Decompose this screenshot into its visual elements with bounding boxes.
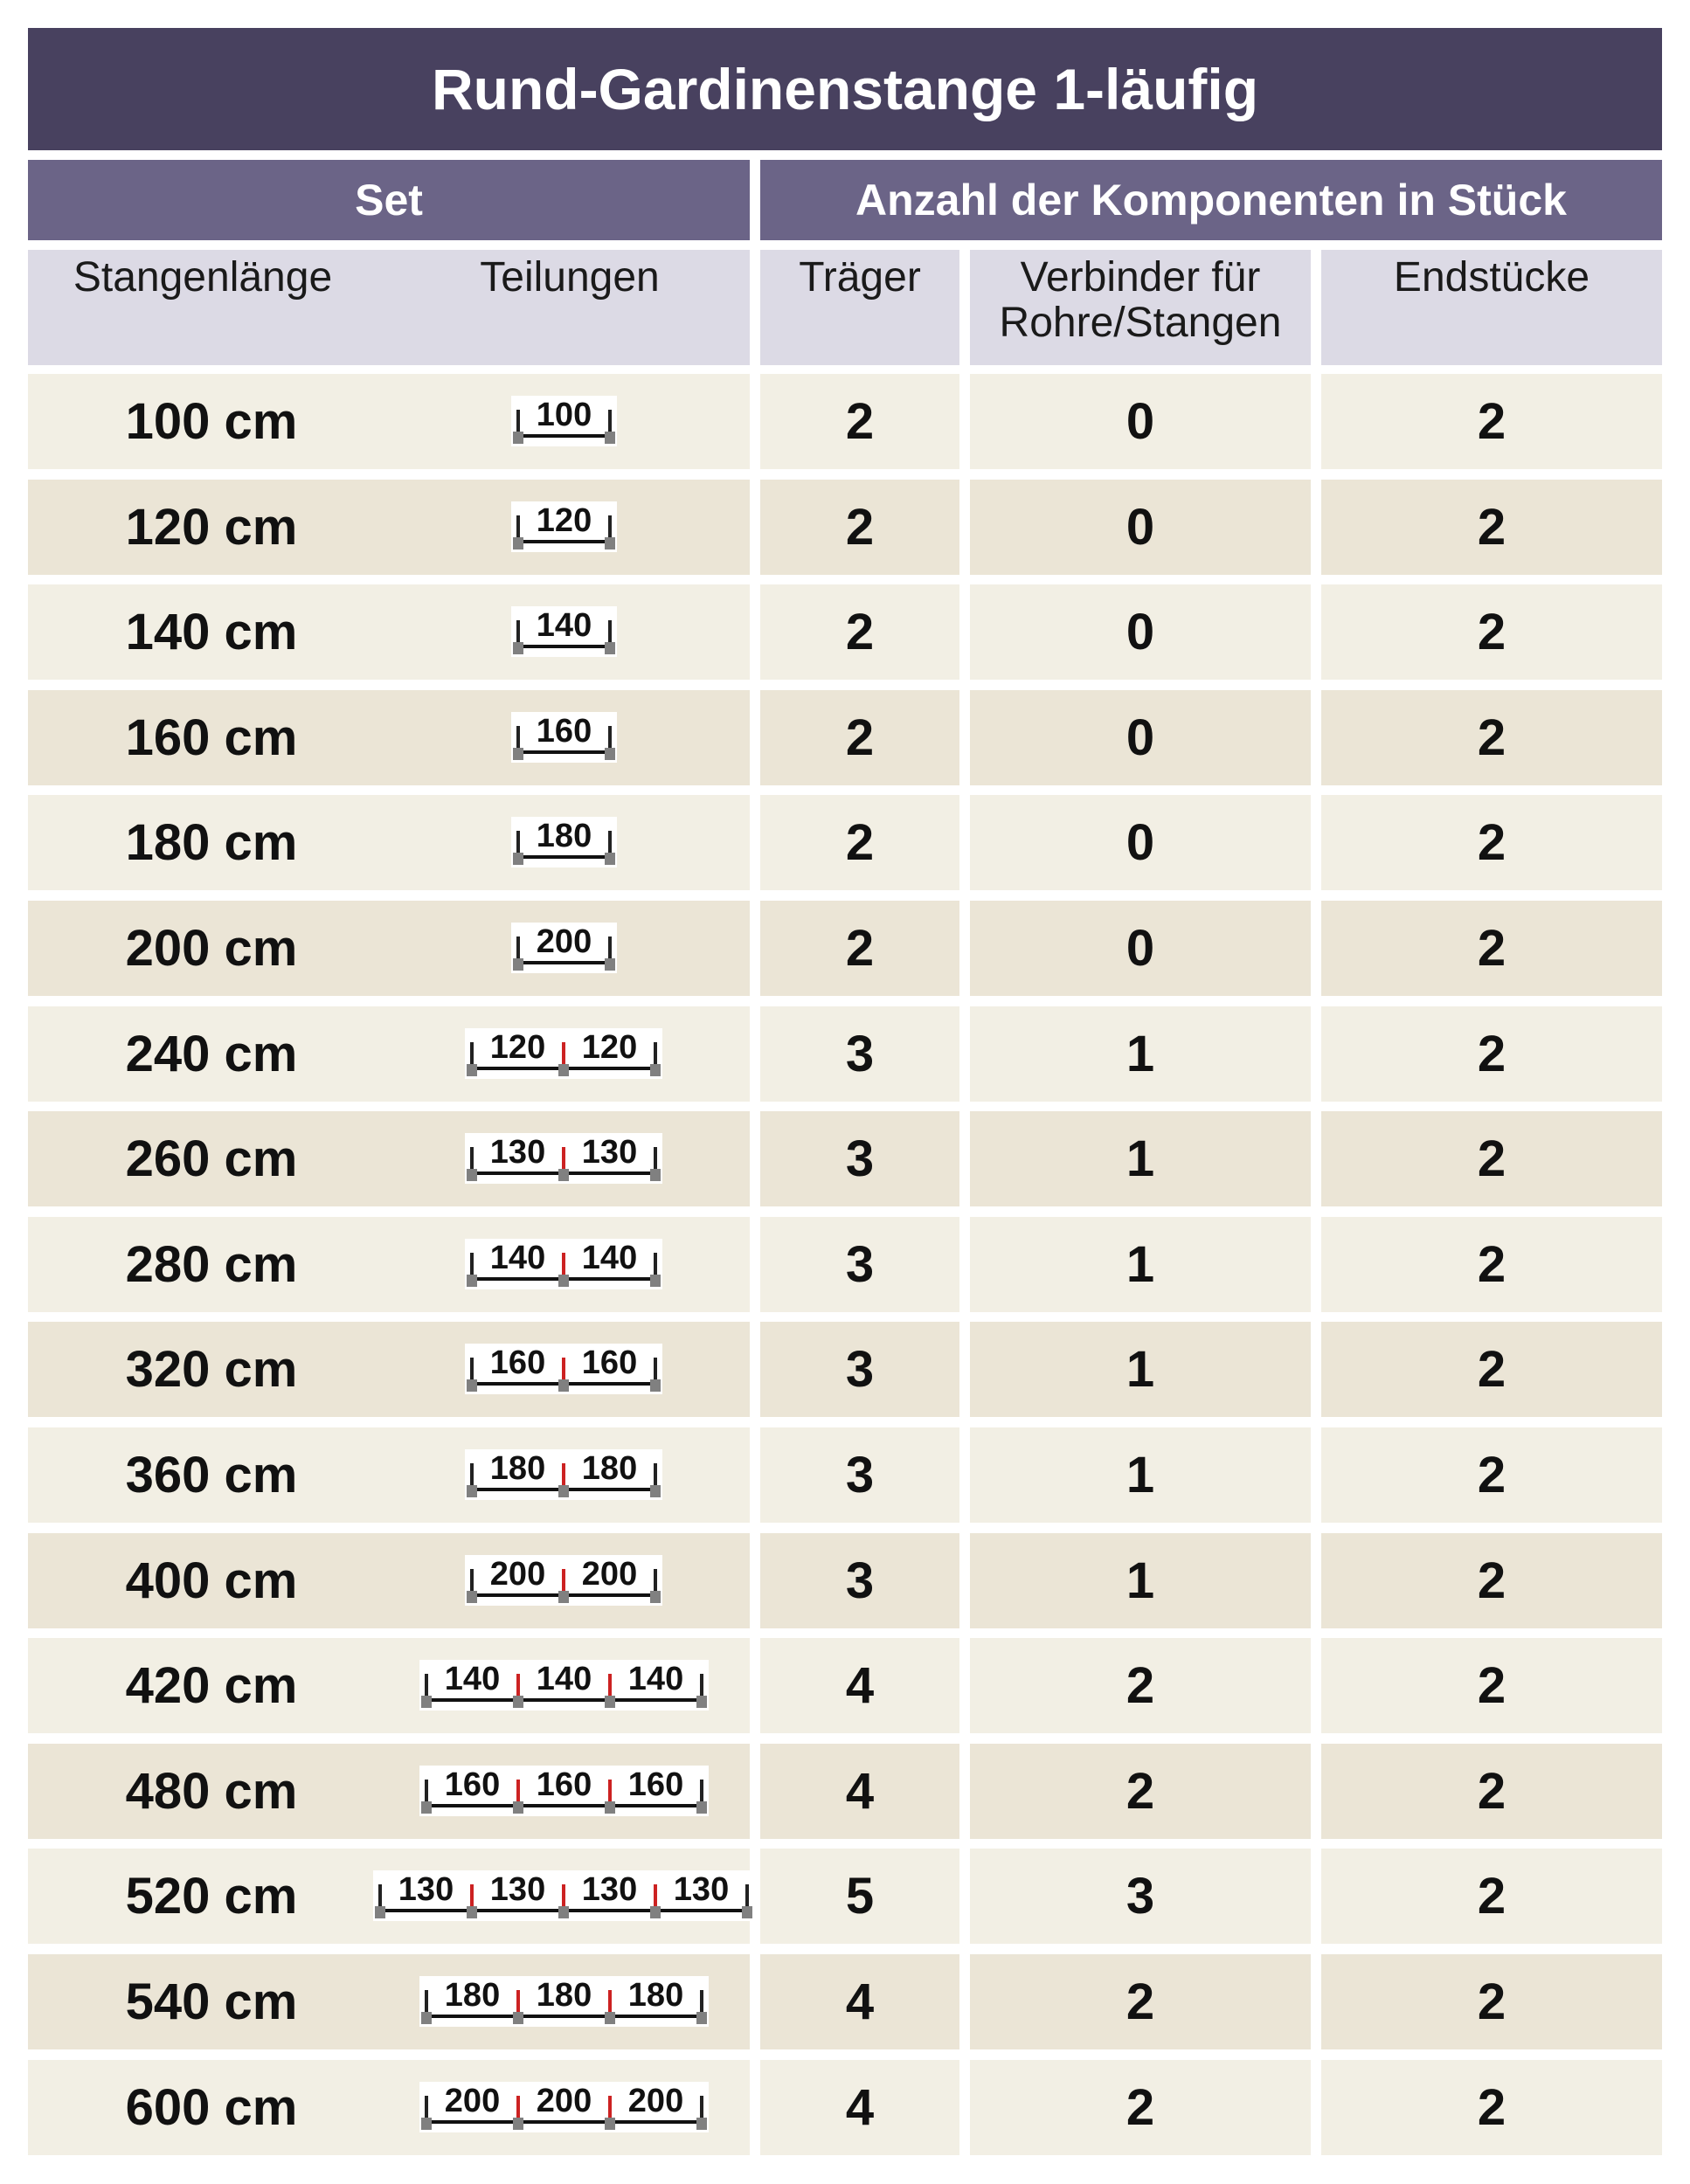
table-row <box>28 480 1662 575</box>
rod-length: 520 cm <box>125 1868 298 1925</box>
bracket-marker <box>650 1275 661 1287</box>
table-row <box>28 1111 1662 1206</box>
rod-length: 140 cm <box>125 604 298 660</box>
segment-length-label: 130 <box>489 1133 546 1171</box>
division-diagram <box>377 795 750 890</box>
bracket-count: 2 <box>760 795 959 890</box>
rod-length: 480 cm <box>125 1763 298 1820</box>
segment-length-label: 180 <box>536 1976 592 2014</box>
rod-diagram <box>419 1759 709 1825</box>
segment-length-label: 180 <box>489 1449 546 1487</box>
division-diagram <box>377 690 750 785</box>
rod-length: 120 cm <box>125 499 298 556</box>
connector-count: 2 <box>970 1744 1311 1839</box>
bracket-marker <box>513 537 523 549</box>
connector-count: 1 <box>970 1322 1311 1417</box>
bracket-count: 2 <box>760 480 959 575</box>
segment-length-label: 140 <box>536 606 592 644</box>
segment-length-label: 200 <box>627 2082 683 2119</box>
division-diagram <box>377 1638 750 1733</box>
division-diagram <box>377 584 750 680</box>
rod-diagram <box>511 705 617 771</box>
table-row <box>28 1322 1662 1417</box>
bracket-count: 2 <box>760 584 959 680</box>
table-row <box>28 795 1662 890</box>
bracket-marker <box>650 1064 661 1076</box>
endcap-count: 2 <box>1321 1744 1662 1839</box>
segment-length-label: 130 <box>489 1870 546 1908</box>
connector-count: 0 <box>970 795 1311 890</box>
endcap-count: 2 <box>1321 1322 1662 1417</box>
table-row <box>28 1006 1662 1102</box>
endcap-count: 2 <box>1321 1954 1662 2049</box>
rod-diagram <box>511 810 617 876</box>
segment-length-label: 200 <box>536 2082 592 2119</box>
division-diagram <box>377 1217 750 1312</box>
division-diagram <box>377 1427 750 1523</box>
rod-diagram <box>511 494 617 561</box>
rod-length: 160 cm <box>125 709 298 766</box>
segment-length-label: 160 <box>536 712 592 750</box>
bracket-count: 2 <box>760 374 959 469</box>
connector-count: 0 <box>970 374 1311 469</box>
bracket-count: 4 <box>760 2060 959 2155</box>
segment-length-label: 200 <box>444 2082 500 2119</box>
rod-length: 420 cm <box>125 1657 298 1714</box>
endcap-count: 2 <box>1321 584 1662 680</box>
segment-length-label: 160 <box>627 1766 683 1803</box>
division-diagram <box>377 901 750 996</box>
segment-length-label: 160 <box>489 1344 546 1381</box>
connector-count: 1 <box>970 1111 1311 1206</box>
segment-length-label: 100 <box>536 396 592 433</box>
endcap-count: 2 <box>1321 1533 1662 1628</box>
division-diagram <box>377 1744 750 1839</box>
bracket-marker <box>513 958 523 971</box>
connector-count: 0 <box>970 584 1311 680</box>
rod-length: 280 cm <box>125 1236 298 1293</box>
bracket-marker <box>605 1696 615 1708</box>
rod-diagram <box>465 1442 662 1509</box>
endcaps-header-label: Endstücke <box>1393 254 1590 301</box>
table-row <box>28 1217 1662 1312</box>
segment-length-label: 180 <box>444 1976 500 2014</box>
bracket-count: 4 <box>760 1744 959 1839</box>
segment-length-label: 160 <box>536 1766 592 1803</box>
bracket-marker <box>467 1064 477 1076</box>
bracket-count: 3 <box>760 1217 959 1312</box>
brackets-header-label: Träger <box>799 254 921 301</box>
connector-count: 1 <box>970 1217 1311 1312</box>
rod-length: 180 cm <box>125 814 298 871</box>
bracket-marker <box>696 1696 707 1708</box>
rod-length: 200 cm <box>125 920 298 977</box>
endcap-count: 2 <box>1321 1111 1662 1206</box>
bracket-marker <box>513 432 523 444</box>
connector-count: 0 <box>970 480 1311 575</box>
rod-diagram <box>465 1021 662 1088</box>
bracket-marker <box>467 1379 477 1392</box>
bracket-count: 3 <box>760 1322 959 1417</box>
connector-count: 0 <box>970 901 1311 996</box>
bracket-count: 3 <box>760 1427 959 1523</box>
bracket-marker <box>605 2118 615 2130</box>
bracket-marker <box>375 1906 385 1918</box>
connector-count: 2 <box>970 1638 1311 1733</box>
segment-length-label: 130 <box>581 1133 638 1171</box>
bracket-marker <box>558 1275 569 1287</box>
connector-count: 0 <box>970 690 1311 785</box>
segment-length-label: 140 <box>627 1660 683 1697</box>
rod-length: 240 cm <box>125 1026 298 1082</box>
bracket-marker <box>605 2012 615 2024</box>
brackets-column-header <box>760 250 959 365</box>
divisions-column-header: Teilungen <box>480 254 660 301</box>
bracket-marker <box>421 2012 432 2024</box>
table-row <box>28 1533 1662 1628</box>
rod-length: 360 cm <box>125 1447 298 1503</box>
bracket-marker <box>513 642 523 654</box>
endcap-count: 2 <box>1321 1006 1662 1102</box>
bracket-marker <box>558 1064 569 1076</box>
bracket-marker <box>650 1485 661 1497</box>
segment-length-label: 130 <box>581 1870 638 1908</box>
bracket-marker <box>605 432 615 444</box>
bracket-marker <box>696 2118 707 2130</box>
connector-count: 1 <box>970 1533 1311 1628</box>
division-diagram <box>377 2060 750 2155</box>
endcap-count: 2 <box>1321 1217 1662 1312</box>
table-title: Rund-Gardinenstange 1-läufig <box>28 28 1662 150</box>
rod-diagram <box>511 389 617 455</box>
bracket-marker <box>467 1169 477 1181</box>
bracket-marker <box>605 642 615 654</box>
division-diagram <box>377 1006 750 1102</box>
division-diagram <box>377 1849 750 1944</box>
segment-length-label: 180 <box>536 817 592 854</box>
division-diagram <box>377 480 750 575</box>
connectors-column-header <box>970 250 1311 365</box>
connector-count: 1 <box>970 1006 1311 1102</box>
bracket-marker <box>558 1379 569 1392</box>
bracket-marker <box>467 1275 477 1287</box>
segment-length-label: 140 <box>581 1239 638 1276</box>
endcap-count: 2 <box>1321 374 1662 469</box>
bracket-count: 5 <box>760 1849 959 1944</box>
rod-length: 320 cm <box>125 1341 298 1398</box>
rod-diagram <box>511 916 617 982</box>
bracket-marker <box>513 853 523 865</box>
segment-length-label: 120 <box>489 1028 546 1066</box>
rod-length: 600 cm <box>125 2079 298 2136</box>
segment-length-label: 200 <box>536 923 592 960</box>
rod-diagram <box>465 1126 662 1192</box>
segment-length-label: 120 <box>581 1028 638 1066</box>
rod-length: 400 cm <box>125 1552 298 1609</box>
bracket-marker <box>650 1591 661 1603</box>
endcap-count: 2 <box>1321 1849 1662 1944</box>
table-row <box>28 1638 1662 1733</box>
bracket-count: 2 <box>760 690 959 785</box>
table-row <box>28 1744 1662 1839</box>
rod-diagram <box>419 1653 709 1719</box>
bracket-marker <box>421 2118 432 2130</box>
bracket-marker <box>696 1801 707 1814</box>
table-row <box>28 2060 1662 2155</box>
rod-diagram <box>511 599 617 666</box>
endcap-count: 2 <box>1321 2060 1662 2155</box>
bracket-marker <box>558 1591 569 1603</box>
endcap-count: 2 <box>1321 901 1662 996</box>
connector-count: 3 <box>970 1849 1311 1944</box>
table-row <box>28 690 1662 785</box>
length-column-header: Stangenlänge <box>73 254 333 301</box>
bracket-count: 2 <box>760 901 959 996</box>
connector-count: 1 <box>970 1427 1311 1523</box>
rod-length: 260 cm <box>125 1130 298 1187</box>
segment-length-label: 120 <box>536 501 592 539</box>
bracket-marker <box>605 748 615 760</box>
bracket-marker <box>650 1379 661 1392</box>
bracket-count: 3 <box>760 1006 959 1102</box>
division-diagram <box>377 1111 750 1206</box>
bracket-marker <box>421 1801 432 1814</box>
bracket-marker <box>513 748 523 760</box>
connectors-header-line1: Verbinder für <box>1020 254 1261 301</box>
table-row <box>28 1427 1662 1523</box>
division-diagram <box>377 1322 750 1417</box>
endcap-count: 2 <box>1321 1638 1662 1733</box>
connector-count: 2 <box>970 2060 1311 2155</box>
segment-length-label: 200 <box>581 1555 638 1593</box>
table-row <box>28 1849 1662 1944</box>
table-row <box>28 584 1662 680</box>
segment-length-label: 140 <box>489 1239 546 1276</box>
bracket-count: 3 <box>760 1111 959 1206</box>
segment-length-label: 200 <box>489 1555 546 1593</box>
endcap-count: 2 <box>1321 480 1662 575</box>
set-subheader <box>28 250 750 365</box>
table-row <box>28 901 1662 996</box>
bracket-marker <box>696 2012 707 2024</box>
bracket-marker <box>513 1801 523 1814</box>
endcap-count: 2 <box>1321 690 1662 785</box>
table-row <box>28 1954 1662 2049</box>
endcap-count: 2 <box>1321 1427 1662 1523</box>
division-diagram <box>377 374 750 469</box>
bracket-marker <box>467 1906 477 1918</box>
bracket-marker <box>558 1485 569 1497</box>
bracket-count: 3 <box>760 1533 959 1628</box>
segment-length-label: 140 <box>444 1660 500 1697</box>
bracket-marker <box>513 2118 523 2130</box>
bracket-marker <box>605 958 615 971</box>
division-diagram <box>377 1533 750 1628</box>
bracket-marker <box>467 1485 477 1497</box>
bracket-marker <box>513 1696 523 1708</box>
rod-diagram <box>419 1969 709 2035</box>
bracket-marker <box>558 1169 569 1181</box>
components-group-header: Anzahl der Komponenten in Stück <box>760 160 1662 240</box>
rod-diagram <box>465 1337 662 1403</box>
bracket-marker <box>513 2012 523 2024</box>
bracket-marker <box>467 1591 477 1603</box>
segment-length-label: 130 <box>398 1870 454 1908</box>
rod-diagram <box>373 1863 754 1930</box>
bracket-count: 4 <box>760 1954 959 2049</box>
connector-count: 2 <box>970 1954 1311 2049</box>
segment-length-label: 160 <box>581 1344 638 1381</box>
bracket-marker <box>558 1906 569 1918</box>
bracket-marker <box>742 1906 752 1918</box>
bracket-marker <box>650 1169 661 1181</box>
bracket-marker <box>650 1906 661 1918</box>
bracket-count: 4 <box>760 1638 959 1733</box>
rod-length: 100 cm <box>125 393 298 450</box>
segment-length-label: 130 <box>673 1870 730 1908</box>
bracket-marker <box>605 537 615 549</box>
segment-length-label: 160 <box>444 1766 500 1803</box>
rod-length: 540 cm <box>125 1973 298 2030</box>
endcaps-column-header <box>1321 250 1662 365</box>
bracket-marker <box>605 853 615 865</box>
segment-length-label: 180 <box>581 1449 638 1487</box>
rod-diagram <box>465 1232 662 1298</box>
rod-diagram <box>419 2075 709 2141</box>
connectors-header-line2: Rohre/Stangen <box>999 300 1282 346</box>
endcap-count: 2 <box>1321 795 1662 890</box>
set-group-header: Set <box>28 160 750 240</box>
bracket-marker <box>421 1696 432 1708</box>
table-row <box>28 374 1662 469</box>
segment-length-label: 180 <box>627 1976 683 2014</box>
division-diagram <box>377 1954 750 2049</box>
segment-length-label: 140 <box>536 1660 592 1697</box>
rod-diagram <box>465 1548 662 1614</box>
bracket-marker <box>605 1801 615 1814</box>
